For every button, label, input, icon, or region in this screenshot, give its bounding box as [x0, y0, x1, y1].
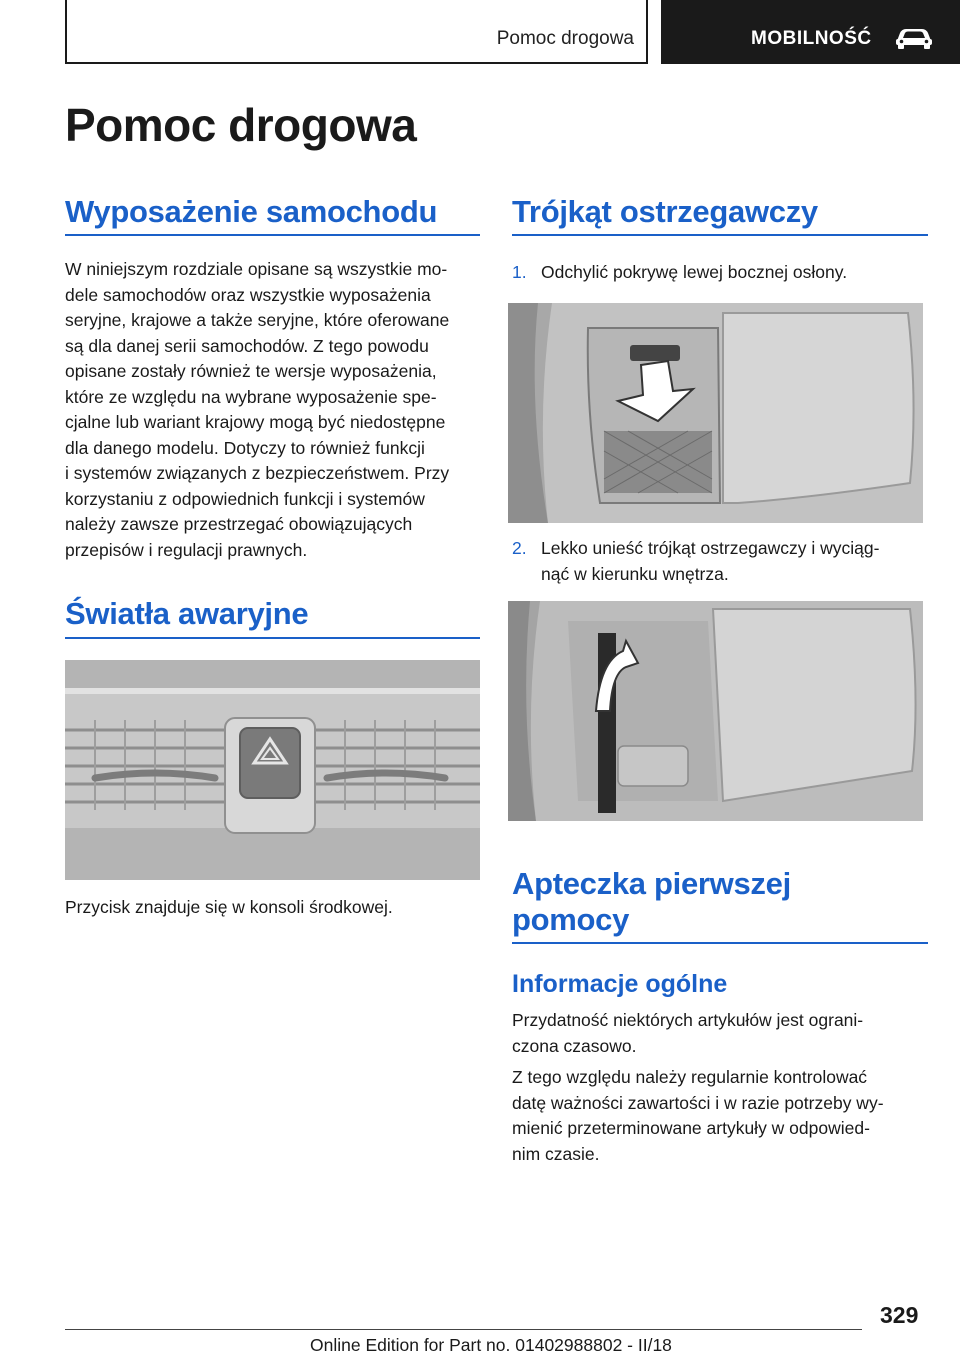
text-line: cjalne lub wariant krajowy mogą być niedostępne	[65, 412, 446, 432]
text-line: korzystaniu z odpowiednich funkcji i systemów	[65, 488, 425, 509]
text-line: datę ważności zawartości i w razie potrzeby wy-	[512, 1092, 884, 1113]
step-text: Odchylić pokrywę lewej bocznej osłony.	[541, 262, 848, 282]
text-line: nim czasie.	[512, 1143, 600, 1164]
step-1	[512, 260, 932, 286]
step-number: 2.	[512, 538, 527, 558]
equipment-paragraph	[65, 257, 485, 563]
text-line: opisane zostały również te wersje wyposażenia,	[65, 361, 437, 381]
step-text: nąć w kierunku wnętrza.	[541, 564, 729, 584]
text-line: są dla danej serii samochodów. Z tego powodu	[65, 335, 429, 356]
step-number: 1.	[512, 262, 527, 282]
text-line: mienić przeterminowane artykuły w odpowied-	[512, 1118, 870, 1138]
side-cover-image	[508, 303, 923, 523]
heading-hazard-lights: Światła awaryjne	[65, 596, 309, 631]
text-line: W niniejszym rozdziale opisane są wszystkie mo-	[65, 259, 448, 279]
warning-triangle-image	[508, 601, 923, 821]
page-title: Pomoc drogowa	[65, 99, 417, 151]
text-line: które ze względu na wybrane wyposażenie spe-	[65, 386, 437, 407]
heading-line: Apteczka pierwszej	[512, 866, 791, 901]
heading-equipment: Wyposażenie samochodu	[65, 194, 438, 229]
text-line: i systemów związanych z bezpieczeństwem. Przy	[65, 463, 450, 483]
step-text: Lekko unieść trójkąt ostrzegawczy i wyciąg-	[541, 538, 880, 558]
header-chapter-box	[65, 0, 648, 64]
first-aid-paragraph-2	[512, 1065, 932, 1167]
header-section-box	[661, 0, 960, 64]
heading-line: pomocy	[512, 902, 630, 937]
footer-rule	[65, 1329, 862, 1330]
hazard-caption: Przycisk znajduje się w konsoli środkowej.	[65, 897, 393, 917]
heading-warning-triangle: Trójkąt ostrzegawczy	[512, 194, 818, 229]
text-line: Z tego względu należy regularnie kontrolować	[512, 1067, 868, 1087]
page-number: 329	[880, 1302, 919, 1328]
text-line: dla danego modelu. Dotyczy to również funkcji	[65, 437, 425, 458]
heading-first-aid	[512, 866, 791, 938]
text-line: czona czasowo.	[512, 1035, 637, 1056]
header-chapter-title: Pomoc drogowa	[496, 28, 634, 49]
header-section-label: MOBILNOŚĆ	[751, 28, 872, 49]
hazard-switch-image	[65, 660, 480, 880]
text-line: należy zawsze przestrzegać obowiązujących	[65, 514, 413, 534]
text-line: Przydatność niektórych artykułów jest ograni-	[512, 1010, 864, 1030]
text-line: seryjne, krajowe a także seryjne, które oferowane	[65, 310, 450, 330]
heading-rule	[65, 637, 480, 639]
footer-edition: Online Edition for Part no. 01402988802 - II/18	[310, 1335, 672, 1355]
text-line: przepisów i regulacji prawnych.	[65, 539, 308, 560]
first-aid-paragraph-1	[512, 1008, 932, 1059]
text-line: dele samochodów oraz wszystkie wyposażenia	[65, 284, 431, 305]
step-2	[512, 536, 932, 588]
car-icon	[894, 26, 934, 50]
heading-rule	[512, 942, 928, 944]
heading-rule	[512, 234, 928, 236]
heading-rule	[65, 234, 480, 236]
subheading-general-info: Informacje ogólne	[512, 970, 728, 998]
